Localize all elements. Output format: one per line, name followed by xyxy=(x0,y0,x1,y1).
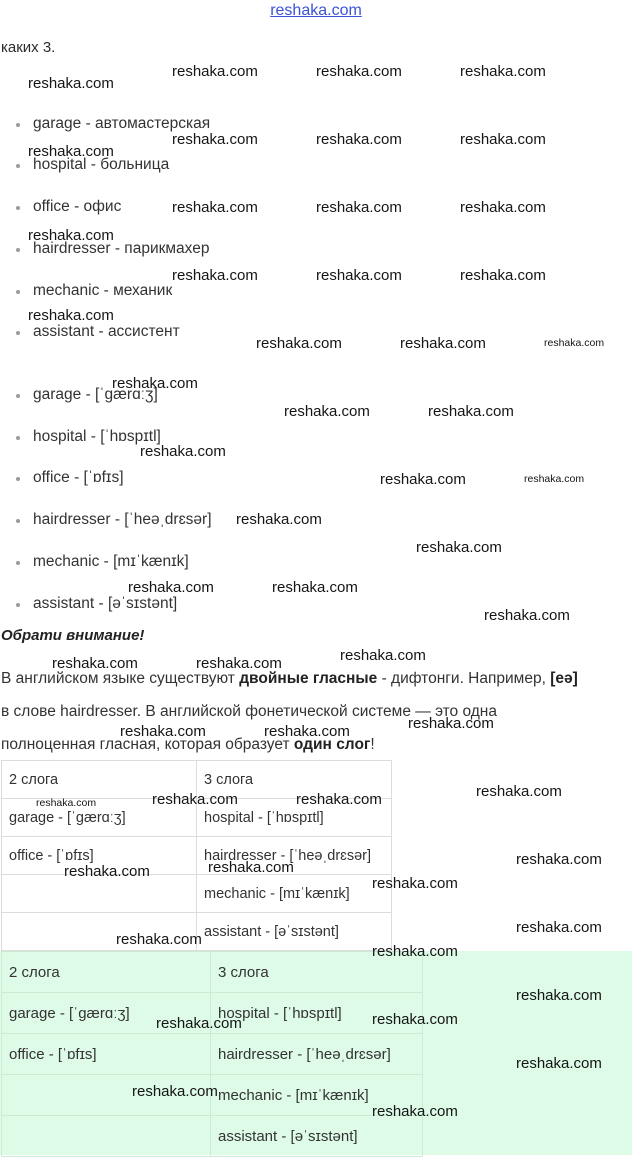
note-text: ! xyxy=(370,736,375,753)
watermark: reshaka.com xyxy=(484,607,570,624)
watermark: reshaka.com xyxy=(516,1055,602,1072)
bullet-icon xyxy=(16,248,20,252)
syllable-table xyxy=(1,760,392,951)
watermark: reshaka.com xyxy=(64,863,150,880)
bullet-icon xyxy=(16,331,20,335)
note-bold: один слог xyxy=(293,736,371,753)
note-text: - дифтонги. Например, xyxy=(377,670,551,687)
watermark: reshaka.com xyxy=(460,63,546,80)
bullet-icon xyxy=(16,206,20,210)
watermark: reshaka.com xyxy=(296,791,382,808)
watermark: reshaka.com xyxy=(372,875,458,892)
watermark: reshaka.com xyxy=(372,943,458,960)
watermark: reshaka.com xyxy=(236,511,322,528)
bullet-icon xyxy=(16,561,20,565)
table-header-cell: 2 слога xyxy=(2,761,197,799)
watermark: reshaka.com xyxy=(172,131,258,148)
watermark: reshaka.com xyxy=(428,403,514,420)
note-bold: двойные гласные xyxy=(239,670,378,687)
table-row xyxy=(2,837,392,875)
table-cell: garage - [ˈɡærɑːʒ] xyxy=(2,993,211,1034)
intro-text: каких 3. xyxy=(1,39,56,56)
bullet-icon xyxy=(16,123,20,127)
watermark: reshaka.com xyxy=(372,1011,458,1028)
watermark: reshaka.com xyxy=(120,723,206,740)
watermark: reshaka.com xyxy=(516,919,602,936)
watermark: reshaka.com xyxy=(284,403,370,420)
watermark: reshaka.com xyxy=(128,579,214,596)
table-header-cell: 3 слога xyxy=(211,952,423,993)
table-cell: hairdresser - [ˈheəˌdrɛsər] xyxy=(197,837,392,875)
watermark: reshaka.com xyxy=(36,797,97,809)
transcription-text: garage - [ˈɡærɑːʒ] xyxy=(33,386,158,403)
watermark: reshaka.com xyxy=(416,539,502,556)
word-text: hospital - больница xyxy=(33,156,170,173)
watermark: reshaka.com xyxy=(172,63,258,80)
word-text: hairdresser - парикмахер xyxy=(33,240,210,257)
transcription-text: mechanic - [mɪˈkænɪk] xyxy=(33,553,189,570)
table-row xyxy=(2,1116,423,1157)
table-cell: hospital - [ˈhɒspɪtl] xyxy=(211,993,423,1034)
watermark: reshaka.com xyxy=(460,199,546,216)
transcription-text: hospital - [ˈhɒspɪtl] xyxy=(33,428,161,445)
bullet-icon xyxy=(16,603,20,607)
watermark: reshaka.com xyxy=(264,723,350,740)
note-line xyxy=(1,670,578,688)
bullet-icon xyxy=(16,436,20,440)
watermark: reshaka.com xyxy=(112,375,198,392)
answer-syllable-table xyxy=(1,951,423,1157)
table-cell: hospital - [ˈhɒspɪtl] xyxy=(197,799,392,837)
watermark: reshaka.com xyxy=(152,791,238,808)
table-row xyxy=(2,1034,423,1075)
watermark: reshaka.com xyxy=(316,199,402,216)
table-cell: garage - [ˈɡærɑːʒ] xyxy=(2,799,197,837)
table-row xyxy=(2,875,392,913)
watermark: reshaka.com xyxy=(172,199,258,216)
bullet-icon xyxy=(16,394,20,398)
watermark: reshaka.com xyxy=(340,647,426,664)
watermark: reshaka.com xyxy=(132,1083,218,1100)
watermark: reshaka.com xyxy=(316,267,402,284)
note-bold: [eə] xyxy=(550,670,578,687)
word-text: mechanic - механик xyxy=(33,282,173,299)
watermark: reshaka.com xyxy=(516,987,602,1004)
watermark: reshaka.com xyxy=(316,63,402,80)
watermark: reshaka.com xyxy=(156,1015,242,1032)
word-text: garage - автомастерская xyxy=(33,115,211,132)
watermark: reshaka.com xyxy=(408,715,494,732)
watermark: reshaka.com xyxy=(28,227,114,244)
table-cell: mechanic - [mɪˈkænɪk] xyxy=(197,875,392,913)
watermark: reshaka.com xyxy=(460,267,546,284)
table-cell: assistant - [əˈsɪstənt] xyxy=(197,913,392,951)
table-cell: office - [ˈɒfɪs] xyxy=(2,1034,211,1075)
watermark: reshaka.com xyxy=(28,307,114,324)
word-text: office - офис xyxy=(33,198,122,215)
watermark: reshaka.com xyxy=(400,335,486,352)
note-title: Обрати внимание! xyxy=(1,627,145,644)
watermark: reshaka.com xyxy=(196,655,282,672)
watermark: reshaka.com xyxy=(208,859,294,876)
watermark: reshaka.com xyxy=(272,579,358,596)
watermark: reshaka.com xyxy=(516,851,602,868)
table-cell: hairdresser - [ˈheəˌdrɛsər] xyxy=(211,1034,423,1075)
watermark: reshaka.com xyxy=(140,443,226,460)
table-header-row xyxy=(2,952,423,993)
transcription-text: office - [ˈɒfɪs] xyxy=(33,469,124,486)
watermark: reshaka.com xyxy=(28,143,114,160)
transcription-text: assistant - [əˈsɪstənt] xyxy=(33,595,178,612)
table-cell: assistant - [əˈsɪstənt] xyxy=(211,1116,423,1157)
watermark: reshaka.com xyxy=(476,783,562,800)
watermark: reshaka.com xyxy=(460,131,546,148)
note-text: полноценная гласная, которая образует xyxy=(1,736,294,753)
watermark: reshaka.com xyxy=(256,335,342,352)
table-cell: office - [ˈɒfɪs] xyxy=(2,837,197,875)
table-cell xyxy=(2,875,197,913)
note-text: в слове hairdresser. В английской фонетической системе — это одна xyxy=(1,703,497,720)
watermark: reshaka.com xyxy=(116,931,202,948)
bullet-icon xyxy=(16,290,20,294)
watermark: reshaka.com xyxy=(28,75,114,92)
watermark: reshaka.com xyxy=(544,337,605,349)
watermark: reshaka.com xyxy=(52,655,138,672)
watermark: reshaka.com xyxy=(316,131,402,148)
watermark: reshaka.com xyxy=(380,471,466,488)
bullet-icon xyxy=(16,477,20,481)
watermark: reshaka.com xyxy=(172,267,258,284)
table-header-cell: 2 слога xyxy=(2,952,211,993)
watermark: reshaka.com xyxy=(372,1103,458,1120)
note-text: В английском языке существуют xyxy=(1,670,240,687)
watermark: reshaka.com xyxy=(524,473,585,485)
transcription-text: hairdresser - [ˈheəˌdrɛsər] xyxy=(33,511,212,528)
table-cell xyxy=(2,1116,211,1157)
word-text: assistant - ассистент xyxy=(33,323,180,340)
site-logo-link[interactable]: reshaka.com xyxy=(270,2,362,19)
table-header-cell: 3 слога xyxy=(197,761,392,799)
table-cell: mechanic - [mɪˈkænɪk] xyxy=(211,1075,423,1116)
bullet-icon xyxy=(16,519,20,523)
bullet-icon xyxy=(16,164,20,168)
